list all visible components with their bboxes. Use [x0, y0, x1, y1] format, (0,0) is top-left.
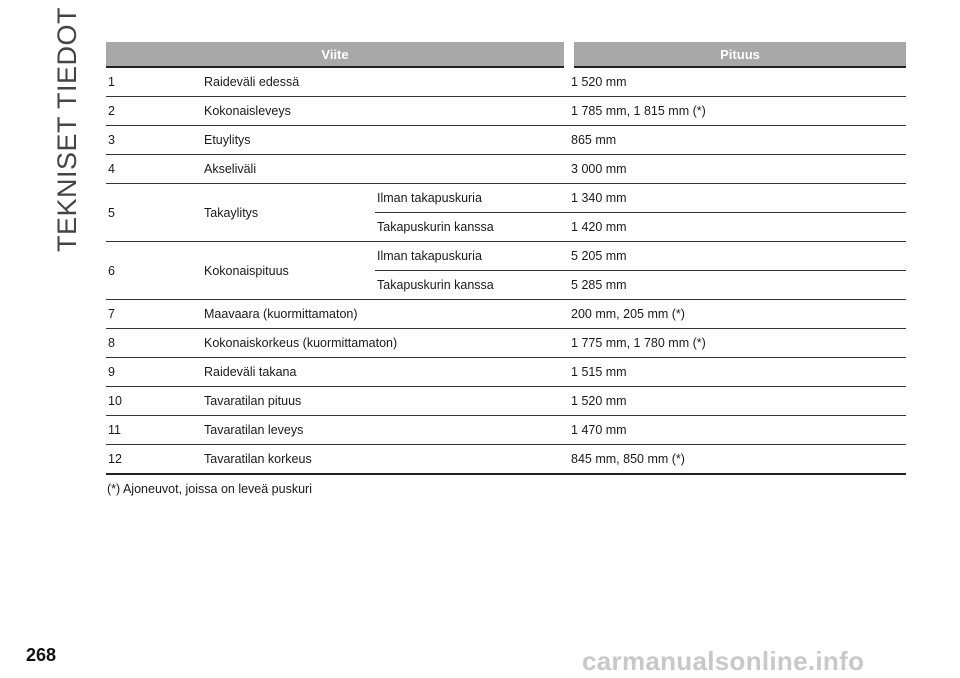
row-name: Tavaratilan pituus [202, 387, 569, 416]
table-row [106, 445, 906, 475]
row-name: Etuylitys [202, 126, 569, 155]
row-sub-label: Takapuskurin kanssa [375, 213, 569, 242]
row-number: 3 [106, 126, 202, 155]
row-number: 12 [106, 445, 202, 475]
dimensions-table [106, 42, 906, 475]
row-number: 2 [106, 97, 202, 126]
table-row [106, 126, 906, 155]
row-name: Tavaratilan leveys [202, 416, 569, 445]
header-reference: Viite [106, 42, 569, 67]
table-row [106, 155, 906, 184]
watermark-text: carmanualsonline.info [582, 646, 865, 676]
row-value: 865 mm [569, 126, 906, 155]
table-row [106, 416, 906, 445]
table-row [106, 97, 906, 126]
row-name: Kokonaisleveys [202, 97, 569, 126]
row-name: Kokonaispituus [202, 242, 375, 300]
row-sub-label: Takapuskurin kanssa [375, 271, 569, 300]
row-number: 9 [106, 358, 202, 387]
section-title-text: TEKNISET TIEDOT [52, 6, 83, 252]
row-value: 845 mm, 850 mm (*) [569, 445, 906, 475]
row-number: 5 [106, 184, 202, 242]
table-header-row [106, 42, 906, 67]
table-row [106, 387, 906, 416]
row-value: 1 420 mm [569, 213, 906, 242]
row-name: Kokonaiskorkeus (kuormittamaton) [202, 329, 569, 358]
table-row [106, 184, 906, 213]
row-value: 5 285 mm [569, 271, 906, 300]
row-number: 6 [106, 242, 202, 300]
table-row [106, 329, 906, 358]
row-value: 1 515 mm [569, 358, 906, 387]
row-value: 5 205 mm [569, 242, 906, 271]
row-value: 3 000 mm [569, 155, 906, 184]
row-number: 1 [106, 67, 202, 97]
row-value: 1 785 mm, 1 815 mm (*) [569, 97, 906, 126]
row-sub-label: Ilman takapuskuria [375, 242, 569, 271]
row-number: 10 [106, 387, 202, 416]
row-name: Akseliväli [202, 155, 569, 184]
table-footnote: (*) Ajoneuvot, joissa on leveä puskuri [107, 482, 312, 496]
row-value: 1 470 mm [569, 416, 906, 445]
table-row [106, 300, 906, 329]
table-row [106, 358, 906, 387]
row-number: 7 [106, 300, 202, 329]
section-side-title [52, 6, 83, 252]
row-number: 4 [106, 155, 202, 184]
table-row [106, 67, 906, 97]
row-name: Maavaara (kuormittamaton) [202, 300, 569, 329]
row-name: Takaylitys [202, 184, 375, 242]
row-name: Raideväli edessä [202, 67, 569, 97]
row-value: 1 520 mm [569, 387, 906, 416]
row-value: 1 520 mm [569, 67, 906, 97]
row-number: 11 [106, 416, 202, 445]
page-number: 268 [26, 645, 57, 665]
table-row [106, 242, 906, 271]
row-number: 8 [106, 329, 202, 358]
header-length: Pituus [569, 42, 906, 67]
row-value: 1 340 mm [569, 184, 906, 213]
row-name: Raideväli takana [202, 358, 569, 387]
row-value: 200 mm, 205 mm (*) [569, 300, 906, 329]
row-name: Tavaratilan korkeus [202, 445, 569, 475]
row-sub-label: Ilman takapuskuria [375, 184, 569, 213]
row-value: 1 775 mm, 1 780 mm (*) [569, 329, 906, 358]
